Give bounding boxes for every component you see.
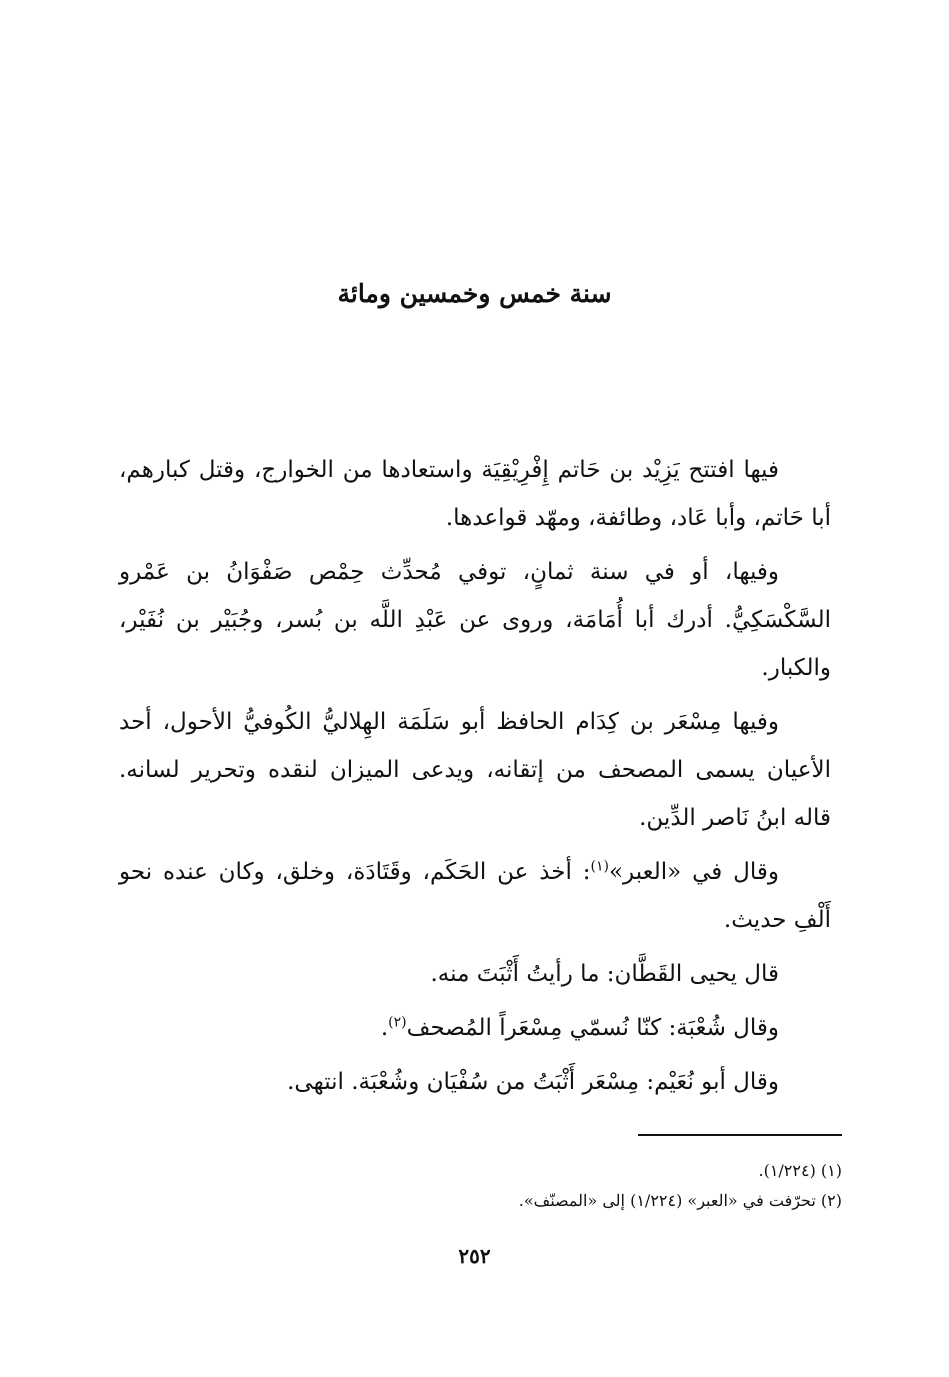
paragraph-4-start: وقال في «العبر» [608,859,779,885]
quote-2 [119,1004,831,1052]
quote-2-end: . [380,1015,389,1041]
main-text [119,446,831,1112]
quote-3: وقال أبو نُعَيْم: مِسْعَر أَثْبَتُ من سُفْيَان وشُعْبَة. انتهى. [287,1069,779,1095]
paragraph-3: وفيها مِسْعَر بن كِدَام الحافظ أبو سَلَمَة الهِلاليُّ الكُوفيُّ الأحول، أحد الأعيان يسمى المصحف من إتقانه، ويدعى الميزان لنقده وتحرير لسانه. قاله ابنُ نَاصر الدِّين. [119,709,831,831]
paragraph-4 [119,848,831,944]
chapter-title: سنة خمس وخمسين ومائة [337,279,612,308]
paragraph-4-end: : أخذ عن الحَكَم، وقَتَادَة، وخلق، وكان عنده نحو أَلْفِ حديث. [119,859,831,933]
footnote-divider [638,1134,842,1136]
footnote-ref-2[interactable]: (٢) [388,1014,407,1031]
footnote-ref-1[interactable]: (١) [590,858,609,875]
quote-1: قال يحيى القَطَّان: ما رأيتُ أَثْبَتَ منه. [430,961,779,987]
quote-2-text: وقال شُعْبَة: كنّا نُسمّي مِسْعَراً المُصحف [406,1015,779,1041]
footnote-2: (٢) تحرّفت في «العبر» (١/٢٢٤) إلى «المصنّف». [518,1191,842,1210]
paragraph-1: فيها افتتح يَزِيْد بن حَاتم إِفْرِيْقِيَة واستعادها من الخوارج، وقتل كبارهم، أبا حَاتم، وأبا عَاد، وطائفة، ومهّد قواعدها. [119,457,831,531]
page-number: ٢٥٢ [458,1244,491,1268]
footnotes [130,1156,842,1216]
footnote-1: (١) (١/٢٢٤). [758,1161,842,1180]
paragraph-2: وفيها، أو في سنة ثمانٍ، توفي مُحدِّث حِمْص صَفْوَانُ بن عَمْرو السَّكْسَكِيُّ. أدرك أبا أُمَامَة، وروى عن عَبْدِ اللَّه بن بُسر، وجُبَيْر بن نُفَيْر، والكبار. [119,559,831,681]
